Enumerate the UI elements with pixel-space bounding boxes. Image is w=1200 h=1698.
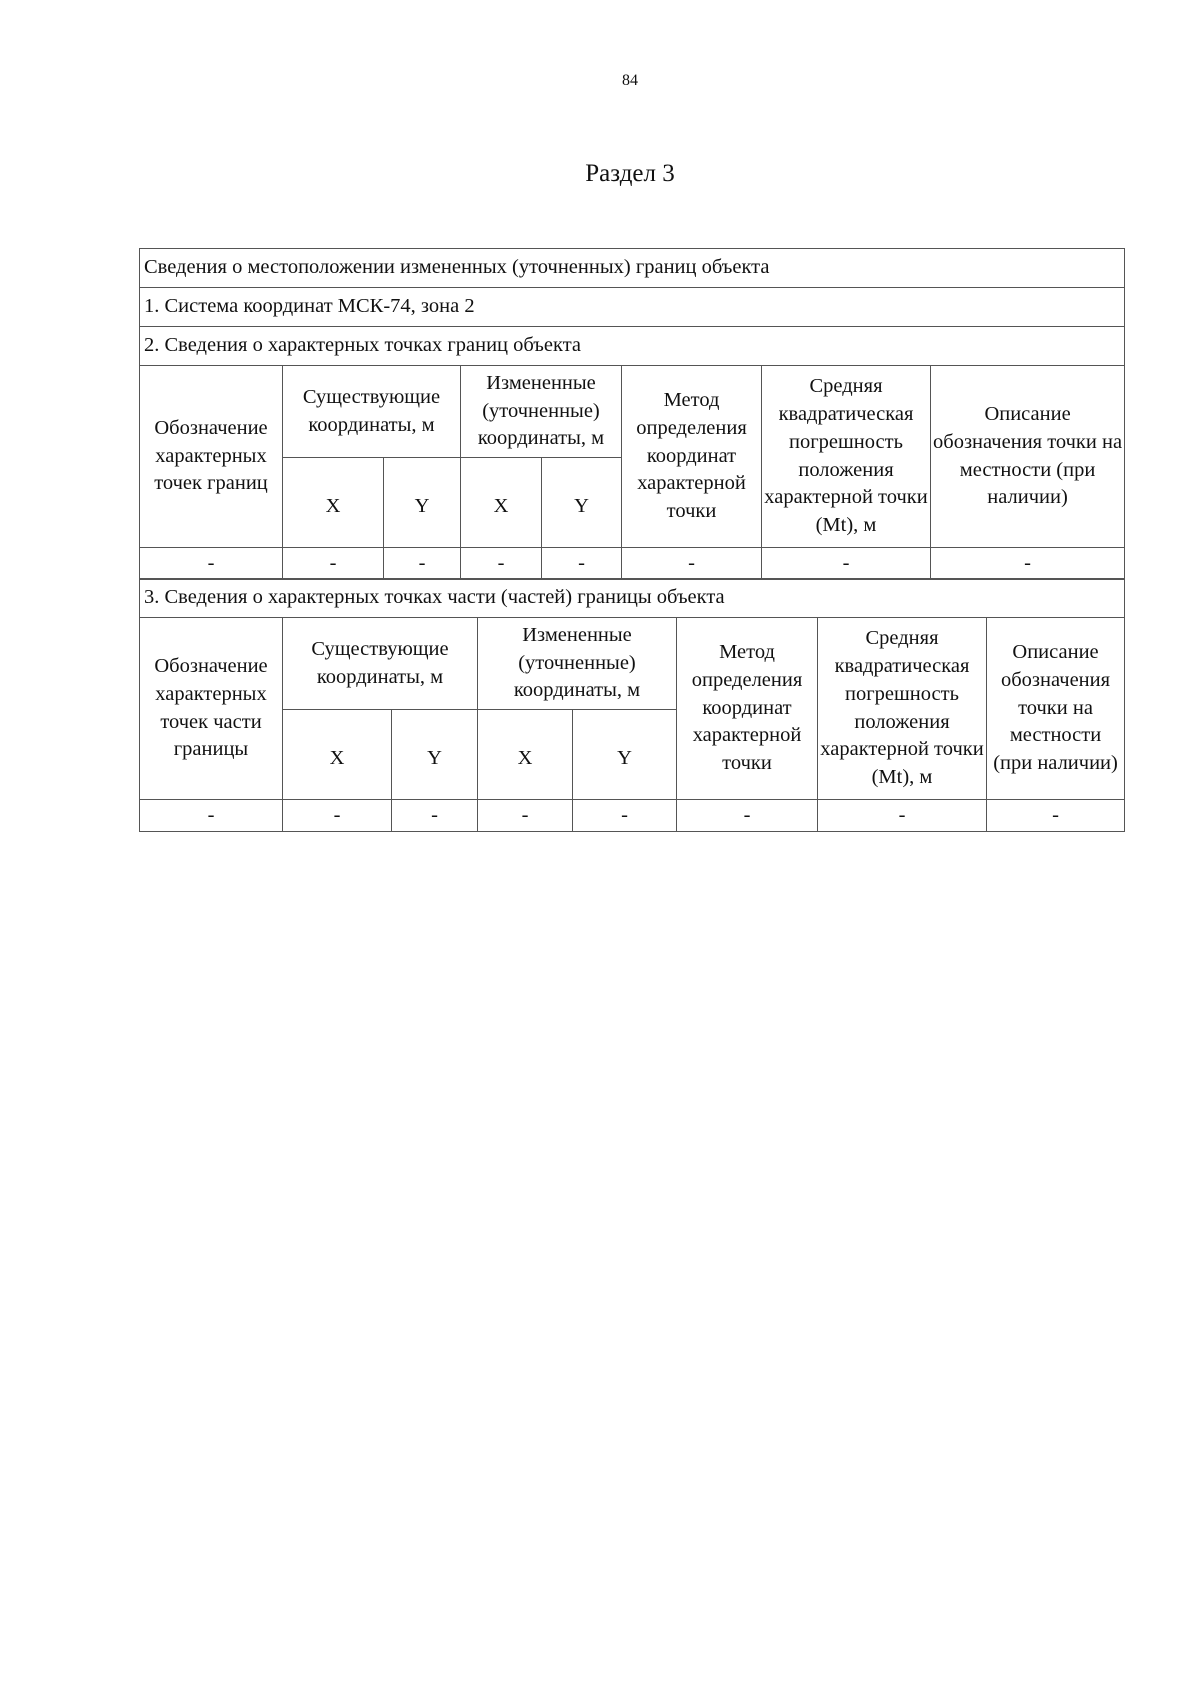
table-cell: - bbox=[283, 800, 392, 832]
table-subtitle: 2. Сведения о характерных точках границ объекта bbox=[140, 327, 1125, 366]
header-changed-y: Y bbox=[542, 458, 622, 548]
table-cell: - bbox=[987, 800, 1125, 832]
table-cell: - bbox=[762, 548, 931, 580]
table-cell: - bbox=[283, 548, 384, 580]
table-cell: - bbox=[542, 548, 622, 580]
boundary-points-table bbox=[139, 248, 1125, 580]
table-cell: - bbox=[677, 800, 818, 832]
header-description: Описание обозначения точки на местности (при наличии) bbox=[931, 366, 1125, 548]
table-subtitle: 3. Сведения о характерных точках части (частей) границы объекта bbox=[140, 579, 1125, 618]
header-designation: Обозначение характерных точек границ bbox=[140, 366, 283, 548]
header-changed-coordinates: Измененные (уточненные) координаты, м bbox=[461, 366, 622, 458]
page-number: 84 bbox=[622, 72, 638, 89]
header-changed-y: Y bbox=[573, 710, 677, 800]
header-changed-x: X bbox=[478, 710, 573, 800]
table-title: Сведения о местоположении измененных (уточненных) границ объекта bbox=[140, 249, 1125, 288]
coordinate-system: 1. Система координат МСК-74, зона 2 bbox=[140, 288, 1125, 327]
header-existing-y: Y bbox=[392, 710, 478, 800]
header-mean-error: Средняя квадратическая погрешность положения характерной точки (Mt), м bbox=[818, 618, 987, 800]
header-description: Описание обозначения точки на местности (при наличии) bbox=[987, 618, 1125, 800]
section-title: Раздел 3 bbox=[585, 160, 675, 187]
part-boundary-points-table bbox=[139, 578, 1125, 832]
header-method: Метод определения координат характерной точки bbox=[677, 618, 818, 800]
table-cell: - bbox=[140, 800, 283, 832]
table-row bbox=[140, 800, 1125, 832]
table-cell: - bbox=[818, 800, 987, 832]
table-cell: - bbox=[392, 800, 478, 832]
header-existing-x: X bbox=[283, 458, 384, 548]
header-method: Метод определения координат характерной точки bbox=[622, 366, 762, 548]
table-cell: - bbox=[573, 800, 677, 832]
header-designation: Обозначение характерных точек части границы bbox=[140, 618, 283, 800]
table-cell: - bbox=[140, 548, 283, 580]
table-cell: - bbox=[384, 548, 461, 580]
table-row bbox=[140, 548, 1125, 580]
header-mean-error: Средняя квадратическая погрешность положения характерной точки (Mt), м bbox=[762, 366, 931, 548]
header-existing-y: Y bbox=[384, 458, 461, 548]
table-cell: - bbox=[931, 548, 1125, 580]
header-changed-x: X bbox=[461, 458, 542, 548]
table-cell: - bbox=[478, 800, 573, 832]
header-changed-coordinates: Измененные (уточненные) координаты, м bbox=[478, 618, 677, 710]
table-cell: - bbox=[622, 548, 762, 580]
header-existing-coordinates: Существующие координаты, м bbox=[283, 366, 461, 458]
table-cell: - bbox=[461, 548, 542, 580]
header-existing-x: X bbox=[283, 710, 392, 800]
header-existing-coordinates: Существующие координаты, м bbox=[283, 618, 478, 710]
